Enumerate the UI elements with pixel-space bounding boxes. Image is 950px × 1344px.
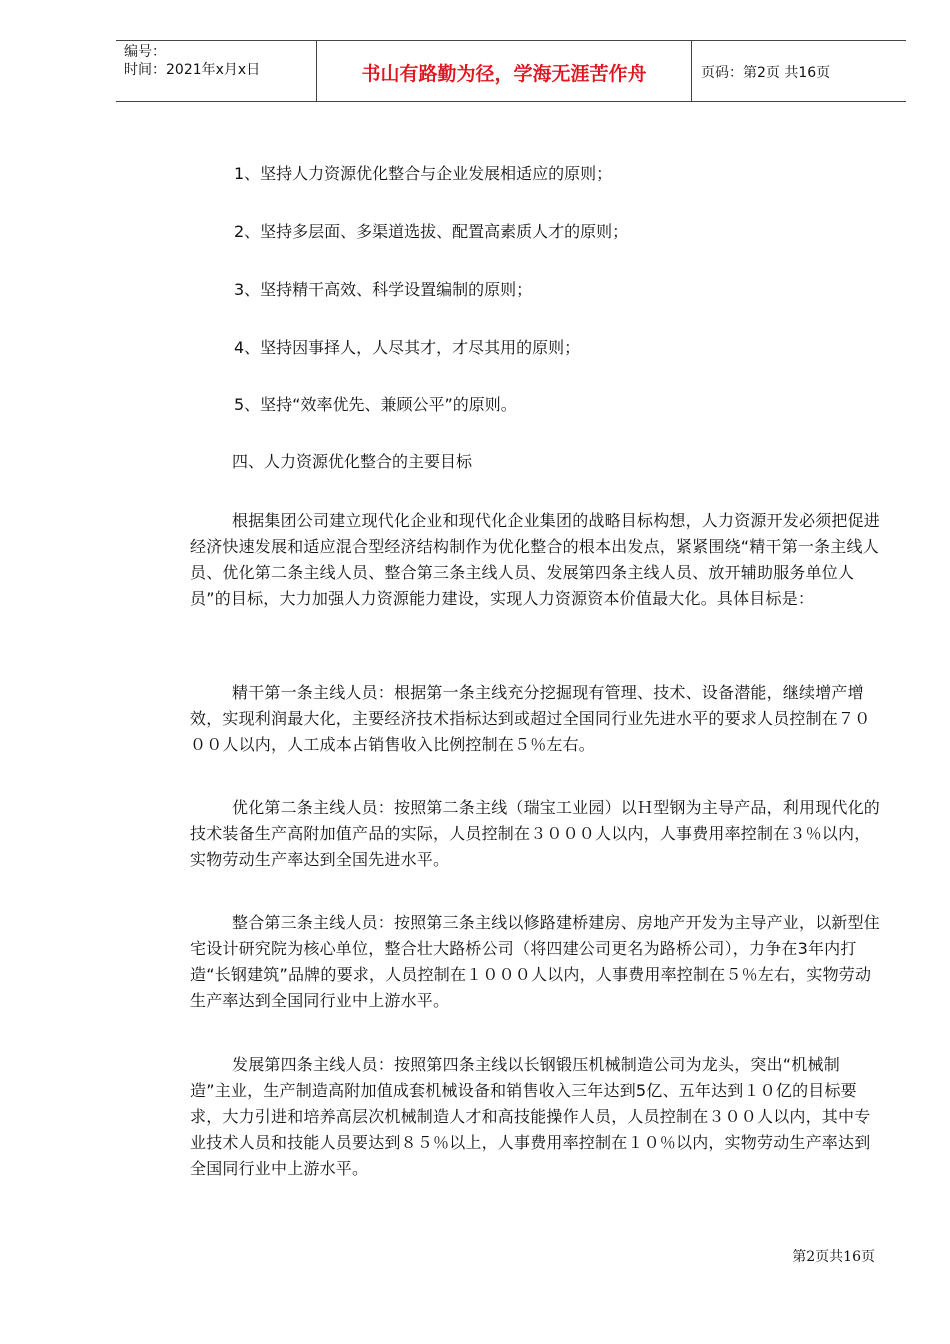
header-page-number: 页码：第2页 共16页 bbox=[701, 65, 831, 81]
page-footer-number: 第2页共16页 bbox=[792, 1249, 875, 1265]
header-meta bbox=[116, 41, 316, 101]
principle-item: 5、坚持“效率优先、兼顾公平”的原则。 bbox=[234, 395, 517, 414]
header-page-cell bbox=[691, 41, 906, 101]
header-motto-cell bbox=[316, 41, 692, 101]
body-paragraph: 根据集团公司建立现代化企业和现代化企业集团的战略目标构想，人力资源开发必须把促进经济快速发展和适应混合型经济结构制作为优化整合的根本出发点，紧紧围绕“精干第一条主线人员、优化第二条主线人员、整合第三条主线人员、发展第四条主线人员、放开辅助服务单位人员”的目标，大力加强人力资源能力建设，实现人力资源资本价值最大化。具体目标是： bbox=[190, 511, 881, 608]
page-header bbox=[116, 40, 906, 102]
principle-item: 2、坚持多层面、多渠道选拔、配置高素质人才的原则； bbox=[234, 222, 629, 241]
principle-item: 3、坚持精干高效、科学设置编制的原则； bbox=[234, 280, 533, 299]
principle-item: 1、坚持人力资源优化整合与企业发展相适应的原则； bbox=[234, 164, 613, 183]
body-paragraph: 精干第一条主线人员：根据第一条主线充分挖掘现有管理、技术、设备潜能，继续增产增效，实现利润最大化，主要经济技术指标达到或超过全国同行业先进水平的要求人员控制在７０００人以内，人工成本占销售收入比例控制在５％左右。 bbox=[190, 683, 871, 754]
body-paragraph: 优化第二条主线人员：按照第二条主线（瑞宝工业园）以Ｈ型钢为主导产品，利用现代化的技术装备生产高附加值产品的实际，人员控制在３０００人以内，人事费用率控制在３％以内，实物劳动生产率达到全国先进水平。 bbox=[190, 798, 881, 869]
body-paragraph: 发展第四条主线人员：按照第四条主线以长钢锻压机械制造公司为龙头，突出“机械制造”主业，生产制造高附加值成套机械设备和销售收入三年达到5亿、五年达到１０亿的目标要求，大力引进和培养高层次机械制造人才和高技能操作人员，人员控制在３００人以内，其中专业技术人员和技能人员要达到８５％以上，人事费用率控制在１０％以内，实物劳动生产率达到全国同行业中上游水平。 bbox=[190, 1055, 871, 1178]
section-heading: 四、人力资源优化整合的主要目标 bbox=[232, 452, 473, 471]
body-paragraph: 整合第三条主线人员：按照第三条主线以修路建桥建房、房地产开发为主导产业，以新型住宅设计研究院为核心单位，整合壮大路桥公司（将四建公司更名为路桥公司），力争在3年内打造“长钢建筑”品牌的要求，人员控制在１０００人以内，人事费用率控制在５％左右，实物劳动生产率达到全国同行业中上游水平。 bbox=[190, 913, 881, 1010]
header-motto: 书山有路勤为径，学海无涯苦作舟 bbox=[361, 63, 647, 85]
principle-item: 4、坚持因事择人，人尽其才，才尽其用的原则； bbox=[234, 338, 581, 357]
document-time-label: 时间：2021年x月x日 bbox=[124, 62, 261, 78]
document-number-label: 编号： bbox=[124, 44, 166, 60]
